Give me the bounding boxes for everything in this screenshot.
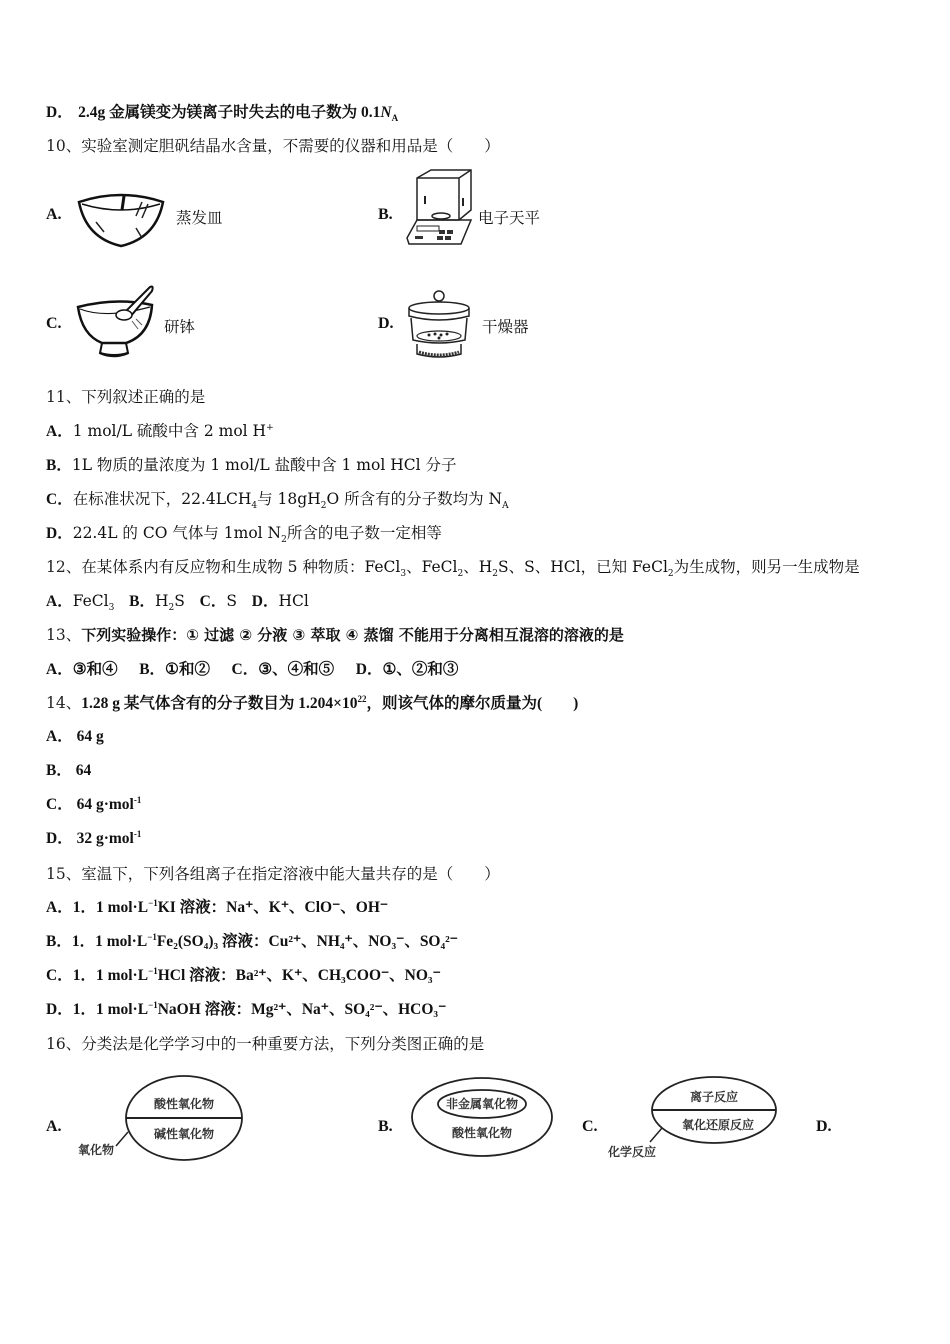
svg-text:酸性氧化物: 酸性氧化物 [153, 1097, 215, 1111]
q11-option-b[interactable]: B．1L 物质的量浓度为 1 mol/L 盐酸中含 1 mol HCl 分子 [46, 456, 457, 474]
q13-option-b[interactable]: B．①和② [139, 659, 210, 678]
classification-diagram-c [606, 1074, 806, 1166]
svg-text:碱性氧化物: 碱性氧化物 [153, 1127, 215, 1141]
q14-option-d[interactable]: D． 32 g·mol$^{-1}$ [46, 828, 142, 847]
evaporating-dish-icon [76, 190, 166, 250]
classification-diagram-b [408, 1074, 556, 1160]
q14-option-c[interactable]: C． 64 g·mol$^{-1}$ [46, 794, 142, 813]
question-number: 14、 [46, 694, 82, 712]
q11-option-c[interactable]: C．在标准状况下，$22.4LCH_4$与 $18gH_2O$ 所含有的分子数均为 $N_A$ [46, 490, 509, 512]
electronic-balance-icon [405, 168, 477, 250]
q15-option-a[interactable]: A．1．1 $mol\cdot L^{-1}KI$ 溶液：Na⁺、K⁺、ClO⁻、OH⁻ [46, 897, 389, 916]
mortar-pestle-icon [76, 283, 160, 363]
q12-option-a[interactable]: A．FeCl$_3$ [46, 592, 115, 614]
desiccator-icon [405, 288, 473, 364]
q12-option-c[interactable]: C．S [199, 592, 237, 610]
svg-text:离子反应: 离子反应 [689, 1090, 739, 1104]
q15-stem: 15、室温下，下列各组离子在指定溶液中能大量共存的是（ ） [46, 865, 500, 883]
q14-option-b[interactable]: B． 64 [46, 762, 92, 779]
q13-option-d[interactable]: D．①、②和③ [355, 659, 459, 678]
q15-option-c[interactable]: C．1．1 $mol\cdot L^{-1}HCl$ 溶液：Ba²⁺、K⁺、CH₃COO⁻、NO₃⁻ [46, 965, 441, 984]
question-number: 12、 [46, 558, 82, 576]
q12-options [46, 591, 309, 612]
question-number: 13、 [46, 626, 82, 644]
q11-option-a[interactable]: A．1 mol/L 硫酸中含 2 mol H+ [46, 422, 274, 440]
q13-stem: 13、下列实验操作：① 过滤 ② 分液 ③ 萃取 ④ 蒸馏 不能用于分离相互混溶的溶液的是 [46, 626, 624, 644]
svg-text:氧化物: 氧化物 [78, 1143, 115, 1157]
q11-stem: 11、下列叙述正确的是 [46, 388, 206, 406]
q9-option-d: D． 2.4g 金属镁变为镁离子时失去的电子数为 $0.1N_A$ [46, 104, 399, 124]
q12-option-d[interactable]: D．HCl [251, 592, 309, 610]
q15-option-d[interactable]: D．1．1 $mol\cdot L^{-1}NaOH$ 溶液：Mg²⁺、Na⁺、SO₄²⁻、HCO₃⁻ [46, 999, 447, 1018]
q14-option-a[interactable]: A． 64 g [46, 728, 104, 745]
q13-option-a[interactable]: A．③和④ [46, 659, 118, 678]
svg-text:化学反应: 化学反应 [608, 1145, 657, 1159]
q14-stem: 14、1.28 g 某气体含有的分子数目为 $1.204\times 10^{22}$，则该气体的摩尔质量为( ) [46, 693, 579, 712]
q13-options [46, 659, 458, 680]
svg-text:酸性氧化物: 酸性氧化物 [451, 1126, 513, 1140]
q10-stem: 10、实验室测定胆矾结晶水含量，不需要的仪器和用品是（ ） [46, 137, 500, 155]
q11-option-d[interactable]: D．22.4L 的 CO 气体与 1mol $N_2$所含的电子数一定相等 [46, 524, 442, 546]
q15-option-b[interactable]: B．1．1 $mol\cdot L^{-1}Fe_2(SO_4)_3$ 溶液：Cu²⁺、NH₄⁺、NO₃⁻、SO₄²⁻ [46, 931, 458, 950]
q12-stem: 12、在某体系内有反应物和生成物 5 种物质：FeCl$_3$、FeCl$_2$、$H_2S$、S、HCl，已知 FeCl$_2$为生成物，则另一生成物是 [46, 558, 860, 580]
q12-option-b[interactable]: B．$H_2S$ [129, 592, 185, 614]
question-number: 10、 [46, 137, 82, 155]
option-label: D． [46, 104, 73, 121]
question-number: 16、 [46, 1035, 82, 1053]
question-number: 11、 [46, 388, 82, 406]
classification-diagram-a [76, 1072, 256, 1164]
question-number: 15、 [46, 865, 82, 883]
q13-option-c[interactable]: C．③、④和⑤ [231, 659, 335, 678]
svg-text:氧化还原反应: 氧化还原反应 [681, 1118, 755, 1132]
q16-stem: 16、分类法是化学学习中的一种重要方法，下列分类图正确的是 [46, 1035, 485, 1053]
svg-text:非金属氧化物: 非金属氧化物 [445, 1097, 519, 1111]
